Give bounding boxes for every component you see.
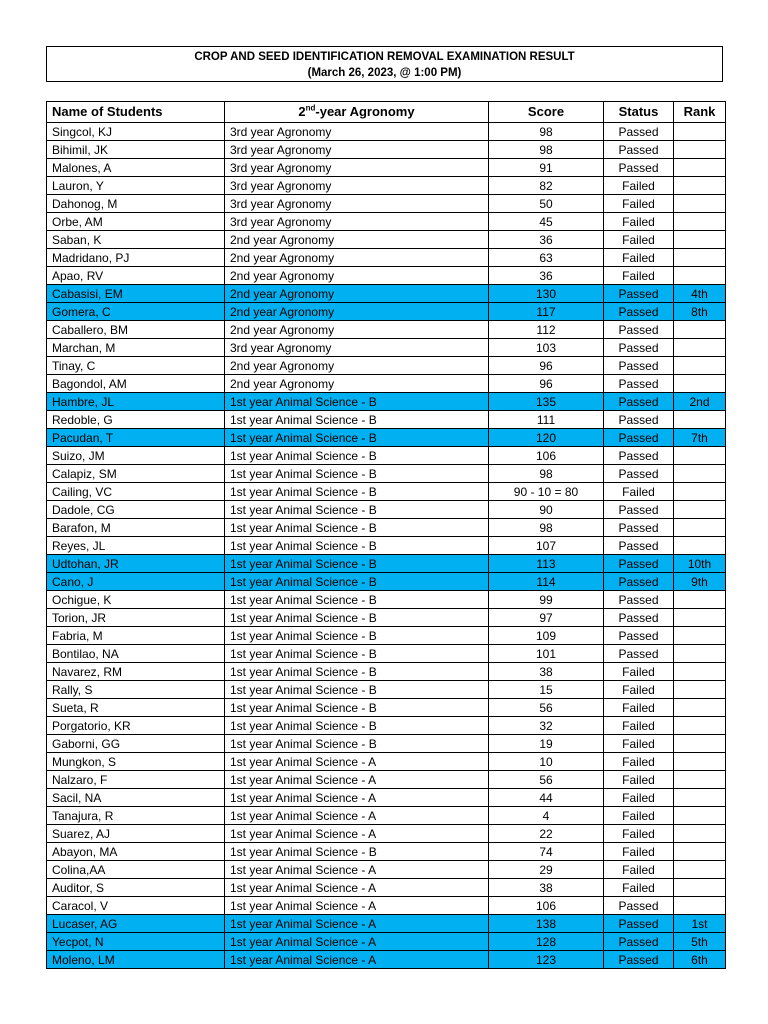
cell-student-name: Sacil, NA bbox=[47, 789, 225, 807]
cell-rank bbox=[674, 627, 726, 645]
cell-program: 2nd year Agronomy bbox=[225, 375, 489, 393]
cell-score: 50 bbox=[489, 195, 604, 213]
cell-status: Passed bbox=[604, 447, 674, 465]
table-row bbox=[47, 771, 726, 789]
cell-student-name: Calapiz, SM bbox=[47, 465, 225, 483]
table-row bbox=[47, 411, 726, 429]
cell-program: 2nd year Agronomy bbox=[225, 321, 489, 339]
cell-student-name: Suizo, JM bbox=[47, 447, 225, 465]
cell-score: 82 bbox=[489, 177, 604, 195]
cell-program: 2nd year Agronomy bbox=[225, 231, 489, 249]
cell-rank bbox=[674, 789, 726, 807]
cell-student-name: Bihimil, JK bbox=[47, 141, 225, 159]
cell-score: 10 bbox=[489, 753, 604, 771]
cell-student-name: Nalzaro, F bbox=[47, 771, 225, 789]
cell-status: Failed bbox=[604, 177, 674, 195]
cell-status: Failed bbox=[604, 699, 674, 717]
cell-score: 106 bbox=[489, 897, 604, 915]
cell-program: 2nd year Agronomy bbox=[225, 357, 489, 375]
cell-status: Failed bbox=[604, 663, 674, 681]
cell-rank bbox=[674, 411, 726, 429]
cell-score: 4 bbox=[489, 807, 604, 825]
cell-status: Failed bbox=[604, 753, 674, 771]
cell-rank bbox=[674, 321, 726, 339]
cell-program: 1st year Animal Science - A bbox=[225, 807, 489, 825]
cell-score: 56 bbox=[489, 771, 604, 789]
cell-program: 1st year Animal Science - B bbox=[225, 537, 489, 555]
table-row bbox=[47, 879, 726, 897]
cell-student-name: Lauron, Y bbox=[47, 177, 225, 195]
column-header-status: Status bbox=[604, 102, 674, 123]
cell-rank bbox=[674, 177, 726, 195]
cell-program: 1st year Animal Science - A bbox=[225, 753, 489, 771]
table-row bbox=[47, 627, 726, 645]
cell-program: 1st year Animal Science - B bbox=[225, 393, 489, 411]
column-header-name: Name of Students bbox=[47, 102, 225, 123]
cell-status: Passed bbox=[604, 951, 674, 969]
cell-program: 1st year Animal Science - A bbox=[225, 771, 489, 789]
table-header-row bbox=[47, 102, 726, 123]
table-row bbox=[47, 735, 726, 753]
cell-status: Failed bbox=[604, 213, 674, 231]
cell-rank bbox=[674, 357, 726, 375]
cell-status: Passed bbox=[604, 357, 674, 375]
cell-student-name: Porgatorio, KR bbox=[47, 717, 225, 735]
cell-program: 1st year Animal Science - A bbox=[225, 951, 489, 969]
cell-program: 2nd year Agronomy bbox=[225, 249, 489, 267]
cell-score: 90 bbox=[489, 501, 604, 519]
table-row bbox=[47, 267, 726, 285]
cell-status: Passed bbox=[604, 519, 674, 537]
cell-score: 106 bbox=[489, 447, 604, 465]
cell-rank bbox=[674, 897, 726, 915]
cell-score: 130 bbox=[489, 285, 604, 303]
cell-status: Passed bbox=[604, 123, 674, 141]
cell-student-name: Dahonog, M bbox=[47, 195, 225, 213]
table-row bbox=[47, 393, 726, 411]
cell-score: 56 bbox=[489, 699, 604, 717]
cell-score: 99 bbox=[489, 591, 604, 609]
cell-rank: 6th bbox=[674, 951, 726, 969]
table-row bbox=[47, 789, 726, 807]
cell-rank bbox=[674, 663, 726, 681]
cell-status: Failed bbox=[604, 807, 674, 825]
cell-student-name: Gaborni, GG bbox=[47, 735, 225, 753]
cell-status: Passed bbox=[604, 375, 674, 393]
cell-student-name: Pacudan, T bbox=[47, 429, 225, 447]
cell-program: 1st year Animal Science - A bbox=[225, 861, 489, 879]
cell-student-name: Lucaser, AG bbox=[47, 915, 225, 933]
cell-score: 101 bbox=[489, 645, 604, 663]
table-row bbox=[47, 195, 726, 213]
cell-status: Passed bbox=[604, 627, 674, 645]
cell-score: 19 bbox=[489, 735, 604, 753]
cell-student-name: Dadole, CG bbox=[47, 501, 225, 519]
cell-score: 98 bbox=[489, 141, 604, 159]
table-row bbox=[47, 753, 726, 771]
cell-status: Passed bbox=[604, 537, 674, 555]
cell-score: 98 bbox=[489, 465, 604, 483]
cell-status: Passed bbox=[604, 465, 674, 483]
table-row bbox=[47, 339, 726, 357]
cell-rank bbox=[674, 465, 726, 483]
cell-rank bbox=[674, 447, 726, 465]
cell-rank bbox=[674, 699, 726, 717]
cell-program: 1st year Animal Science - B bbox=[225, 519, 489, 537]
cell-score: 96 bbox=[489, 357, 604, 375]
cell-status: Passed bbox=[604, 393, 674, 411]
cell-score: 15 bbox=[489, 681, 604, 699]
cell-program: 1st year Animal Science - B bbox=[225, 717, 489, 735]
table-row bbox=[47, 303, 726, 321]
cell-program: 3rd year Agronomy bbox=[225, 159, 489, 177]
cell-program: 1st year Animal Science - B bbox=[225, 429, 489, 447]
cell-student-name: Redoble, G bbox=[47, 411, 225, 429]
cell-student-name: Singcol, KJ bbox=[47, 123, 225, 141]
cell-score: 91 bbox=[489, 159, 604, 177]
cell-student-name: Bagondol, AM bbox=[47, 375, 225, 393]
table-row bbox=[47, 159, 726, 177]
cell-status: Failed bbox=[604, 231, 674, 249]
cell-status: Failed bbox=[604, 879, 674, 897]
cell-student-name: Moleno, LM bbox=[47, 951, 225, 969]
table-row bbox=[47, 375, 726, 393]
table-row bbox=[47, 645, 726, 663]
table-row bbox=[47, 573, 726, 591]
table-row bbox=[47, 951, 726, 969]
cell-score: 109 bbox=[489, 627, 604, 645]
cell-student-name: Udtohan, JR bbox=[47, 555, 225, 573]
document-title: CROP AND SEED IDENTIFICATION REMOVAL EXAMINATION RESULT bbox=[194, 51, 575, 63]
table-row bbox=[47, 807, 726, 825]
cell-rank: 8th bbox=[674, 303, 726, 321]
table-row bbox=[47, 843, 726, 861]
cell-rank bbox=[674, 159, 726, 177]
cell-program: 1st year Animal Science - B bbox=[225, 699, 489, 717]
cell-status: Passed bbox=[604, 933, 674, 951]
cell-program: 3rd year Agronomy bbox=[225, 213, 489, 231]
cell-status: Failed bbox=[604, 843, 674, 861]
cell-student-name: Tinay, C bbox=[47, 357, 225, 375]
cell-score: 90 - 10 = 80 bbox=[489, 483, 604, 501]
cell-score: 36 bbox=[489, 231, 604, 249]
cell-program: 2nd year Agronomy bbox=[225, 267, 489, 285]
cell-student-name: Hambre, JL bbox=[47, 393, 225, 411]
table-row bbox=[47, 141, 726, 159]
cell-score: 98 bbox=[489, 123, 604, 141]
cell-student-name: Abayon, MA bbox=[47, 843, 225, 861]
cell-student-name: Ochigue, K bbox=[47, 591, 225, 609]
cell-rank bbox=[674, 375, 726, 393]
cell-score: 29 bbox=[489, 861, 604, 879]
table-row bbox=[47, 321, 726, 339]
table-row bbox=[47, 591, 726, 609]
cell-student-name: Madridano, PJ bbox=[47, 249, 225, 267]
document-title-box bbox=[46, 46, 723, 82]
cell-score: 98 bbox=[489, 519, 604, 537]
cell-status: Passed bbox=[604, 321, 674, 339]
cell-score: 117 bbox=[489, 303, 604, 321]
cell-student-name: Auditor, S bbox=[47, 879, 225, 897]
cell-rank bbox=[674, 591, 726, 609]
cell-rank bbox=[674, 483, 726, 501]
cell-status: Failed bbox=[604, 717, 674, 735]
cell-student-name: Rally, S bbox=[47, 681, 225, 699]
cell-status: Failed bbox=[604, 681, 674, 699]
cell-score: 112 bbox=[489, 321, 604, 339]
cell-score: 36 bbox=[489, 267, 604, 285]
cell-status: Passed bbox=[604, 591, 674, 609]
cell-status: Passed bbox=[604, 159, 674, 177]
table-row bbox=[47, 933, 726, 951]
cell-status: Passed bbox=[604, 411, 674, 429]
cell-student-name: Yecpot, N bbox=[47, 933, 225, 951]
table-row bbox=[47, 177, 726, 195]
cell-rank: 7th bbox=[674, 429, 726, 447]
table-row bbox=[47, 681, 726, 699]
cell-student-name: Gomera, C bbox=[47, 303, 225, 321]
results-table-body bbox=[47, 123, 726, 969]
cell-rank bbox=[674, 501, 726, 519]
table-row bbox=[47, 609, 726, 627]
cell-program: 1st year Animal Science - B bbox=[225, 555, 489, 573]
cell-student-name: Suarez, AJ bbox=[47, 825, 225, 843]
cell-program: 2nd year Agronomy bbox=[225, 285, 489, 303]
cell-rank: 1st bbox=[674, 915, 726, 933]
cell-status: Passed bbox=[604, 303, 674, 321]
cell-rank bbox=[674, 249, 726, 267]
cell-rank bbox=[674, 609, 726, 627]
cell-student-name: Marchan, M bbox=[47, 339, 225, 357]
cell-student-name: Torion, JR bbox=[47, 609, 225, 627]
cell-student-name: Caracol, V bbox=[47, 897, 225, 915]
cell-status: Failed bbox=[604, 249, 674, 267]
cell-program: 1st year Animal Science - B bbox=[225, 483, 489, 501]
cell-rank: 2nd bbox=[674, 393, 726, 411]
table-row bbox=[47, 501, 726, 519]
table-row bbox=[47, 555, 726, 573]
table-row bbox=[47, 285, 726, 303]
table-row bbox=[47, 483, 726, 501]
cell-program: 3rd year Agronomy bbox=[225, 123, 489, 141]
cell-student-name: Cano, J bbox=[47, 573, 225, 591]
cell-student-name: Cabasisi, EM bbox=[47, 285, 225, 303]
cell-score: 22 bbox=[489, 825, 604, 843]
cell-score: 32 bbox=[489, 717, 604, 735]
cell-rank bbox=[674, 645, 726, 663]
cell-program: 1st year Animal Science - B bbox=[225, 411, 489, 429]
cell-score: 103 bbox=[489, 339, 604, 357]
cell-rank bbox=[674, 267, 726, 285]
cell-rank bbox=[674, 753, 726, 771]
cell-program: 1st year Animal Science - B bbox=[225, 465, 489, 483]
cell-status: Failed bbox=[604, 789, 674, 807]
cell-rank bbox=[674, 195, 726, 213]
cell-rank: 4th bbox=[674, 285, 726, 303]
cell-score: 107 bbox=[489, 537, 604, 555]
cell-program: 1st year Animal Science - B bbox=[225, 501, 489, 519]
table-row bbox=[47, 915, 726, 933]
column-header-score: Score bbox=[489, 102, 604, 123]
cell-status: Passed bbox=[604, 429, 674, 447]
cell-status: Passed bbox=[604, 555, 674, 573]
cell-score: 38 bbox=[489, 663, 604, 681]
cell-score: 114 bbox=[489, 573, 604, 591]
cell-score: 123 bbox=[489, 951, 604, 969]
cell-rank: 9th bbox=[674, 573, 726, 591]
cell-program: 1st year Animal Science - B bbox=[225, 573, 489, 591]
cell-status: Passed bbox=[604, 141, 674, 159]
cell-rank bbox=[674, 807, 726, 825]
cell-score: 97 bbox=[489, 609, 604, 627]
cell-rank bbox=[674, 231, 726, 249]
cell-rank bbox=[674, 519, 726, 537]
cell-student-name: Mungkon, S bbox=[47, 753, 225, 771]
cell-student-name: Colina,AA bbox=[47, 861, 225, 879]
cell-student-name: Fabria, M bbox=[47, 627, 225, 645]
cell-score: 74 bbox=[489, 843, 604, 861]
cell-status: Failed bbox=[604, 735, 674, 753]
table-row bbox=[47, 537, 726, 555]
cell-program: 1st year Animal Science - A bbox=[225, 825, 489, 843]
cell-program: 3rd year Agronomy bbox=[225, 339, 489, 357]
cell-rank bbox=[674, 825, 726, 843]
cell-program: 3rd year Agronomy bbox=[225, 141, 489, 159]
cell-status: Failed bbox=[604, 195, 674, 213]
cell-status: Passed bbox=[604, 645, 674, 663]
cell-score: 128 bbox=[489, 933, 604, 951]
cell-rank bbox=[674, 681, 726, 699]
cell-program: 1st year Animal Science - B bbox=[225, 681, 489, 699]
cell-rank bbox=[674, 537, 726, 555]
table-row bbox=[47, 519, 726, 537]
cell-status: Failed bbox=[604, 771, 674, 789]
cell-program: 1st year Animal Science - A bbox=[225, 933, 489, 951]
cell-program: 1st year Animal Science - B bbox=[225, 627, 489, 645]
cell-score: 96 bbox=[489, 375, 604, 393]
cell-status: Passed bbox=[604, 915, 674, 933]
cell-rank: 10th bbox=[674, 555, 726, 573]
cell-student-name: Saban, K bbox=[47, 231, 225, 249]
cell-score: 135 bbox=[489, 393, 604, 411]
cell-program: 1st year Animal Science - B bbox=[225, 609, 489, 627]
cell-student-name: Malones, A bbox=[47, 159, 225, 177]
cell-status: Passed bbox=[604, 339, 674, 357]
cell-program: 1st year Animal Science - B bbox=[225, 843, 489, 861]
table-row bbox=[47, 213, 726, 231]
cell-student-name: Caballero, BM bbox=[47, 321, 225, 339]
cell-rank: 5th bbox=[674, 933, 726, 951]
column-header-program-prefix: 2 bbox=[298, 104, 306, 119]
cell-rank bbox=[674, 879, 726, 897]
column-header-program-sup: nd bbox=[305, 103, 316, 113]
cell-program: 1st year Animal Science - A bbox=[225, 897, 489, 915]
cell-status: Passed bbox=[604, 897, 674, 915]
table-row bbox=[47, 231, 726, 249]
cell-rank bbox=[674, 141, 726, 159]
cell-rank bbox=[674, 339, 726, 357]
cell-rank bbox=[674, 213, 726, 231]
cell-student-name: Sueta, R bbox=[47, 699, 225, 717]
column-header-program bbox=[225, 102, 489, 123]
cell-score: 38 bbox=[489, 879, 604, 897]
cell-status: Passed bbox=[604, 573, 674, 591]
table-row bbox=[47, 357, 726, 375]
cell-program: 2nd year Agronomy bbox=[225, 303, 489, 321]
table-row bbox=[47, 447, 726, 465]
cell-student-name: Tanajura, R bbox=[47, 807, 225, 825]
cell-program: 1st year Animal Science - B bbox=[225, 591, 489, 609]
cell-rank bbox=[674, 771, 726, 789]
table-row bbox=[47, 429, 726, 447]
cell-student-name: Bontilao, NA bbox=[47, 645, 225, 663]
cell-program: 1st year Animal Science - A bbox=[225, 879, 489, 897]
table-row bbox=[47, 663, 726, 681]
cell-status: Failed bbox=[604, 825, 674, 843]
cell-rank bbox=[674, 861, 726, 879]
column-header-program-suffix: -year Agronomy bbox=[315, 104, 415, 119]
document-subtitle: (March 26, 2023, @ 1:00 PM) bbox=[307, 67, 462, 79]
cell-status: Failed bbox=[604, 267, 674, 285]
table-row bbox=[47, 123, 726, 141]
table-row bbox=[47, 699, 726, 717]
cell-score: 113 bbox=[489, 555, 604, 573]
results-table bbox=[46, 101, 726, 969]
table-row bbox=[47, 861, 726, 879]
cell-score: 138 bbox=[489, 915, 604, 933]
cell-status: Passed bbox=[604, 609, 674, 627]
cell-status: Passed bbox=[604, 285, 674, 303]
cell-program: 1st year Animal Science - B bbox=[225, 663, 489, 681]
table-row bbox=[47, 249, 726, 267]
cell-student-name: Reyes, JL bbox=[47, 537, 225, 555]
cell-program: 1st year Animal Science - B bbox=[225, 735, 489, 753]
cell-status: Failed bbox=[604, 861, 674, 879]
cell-score: 120 bbox=[489, 429, 604, 447]
cell-program: 1st year Animal Science - A bbox=[225, 789, 489, 807]
table-row bbox=[47, 465, 726, 483]
column-header-rank: Rank bbox=[674, 102, 726, 123]
cell-rank bbox=[674, 843, 726, 861]
cell-student-name: Apao, RV bbox=[47, 267, 225, 285]
cell-status: Failed bbox=[604, 483, 674, 501]
table-row bbox=[47, 825, 726, 843]
cell-rank bbox=[674, 717, 726, 735]
cell-student-name: Orbe, AM bbox=[47, 213, 225, 231]
cell-program: 1st year Animal Science - B bbox=[225, 447, 489, 465]
cell-status: Passed bbox=[604, 501, 674, 519]
cell-score: 44 bbox=[489, 789, 604, 807]
cell-score: 63 bbox=[489, 249, 604, 267]
cell-score: 45 bbox=[489, 213, 604, 231]
cell-student-name: Cailing, VC bbox=[47, 483, 225, 501]
cell-program: 1st year Animal Science - B bbox=[225, 645, 489, 663]
cell-program: 3rd year Agronomy bbox=[225, 177, 489, 195]
cell-rank bbox=[674, 735, 726, 753]
cell-student-name: Navarez, RM bbox=[47, 663, 225, 681]
table-row bbox=[47, 717, 726, 735]
cell-rank bbox=[674, 123, 726, 141]
cell-program: 3rd year Agronomy bbox=[225, 195, 489, 213]
cell-score: 111 bbox=[489, 411, 604, 429]
cell-student-name: Barafon, M bbox=[47, 519, 225, 537]
cell-program: 1st year Animal Science - A bbox=[225, 915, 489, 933]
table-row bbox=[47, 897, 726, 915]
